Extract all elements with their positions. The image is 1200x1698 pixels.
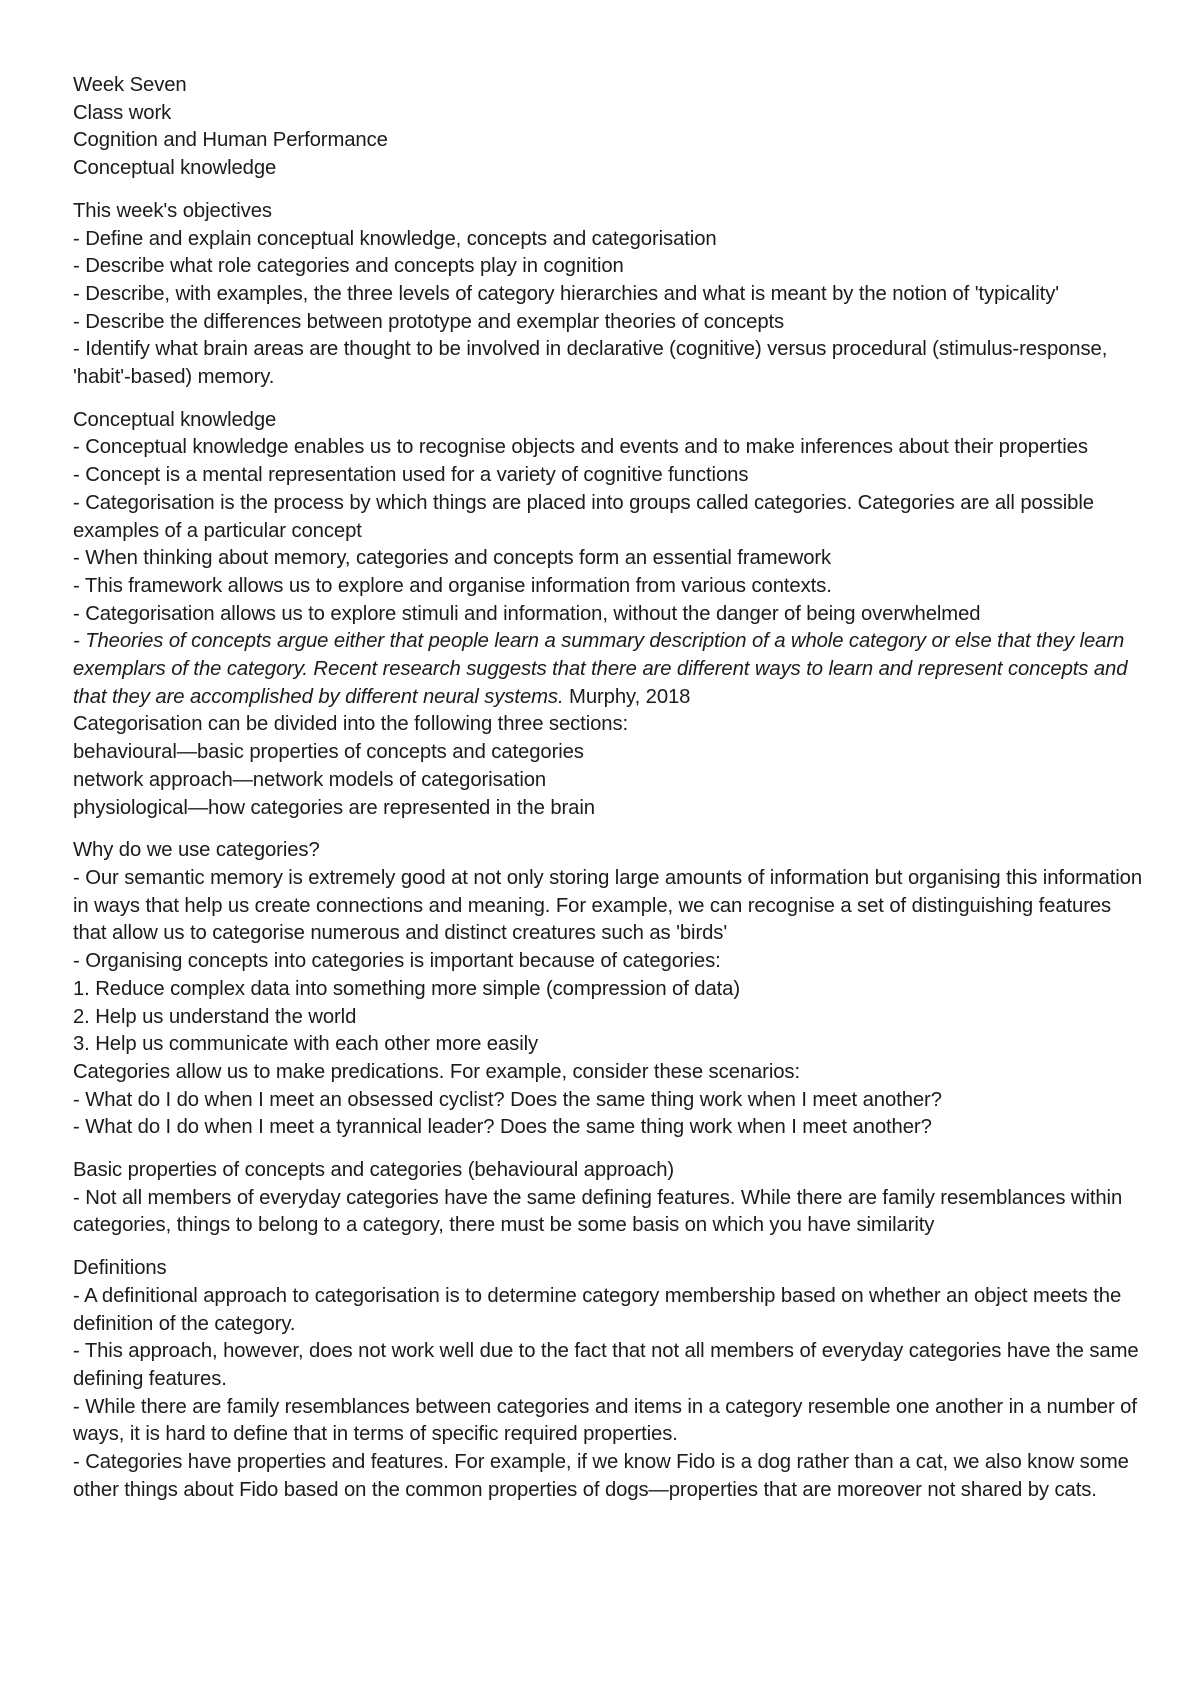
- objective-item: - Describe what role categories and concepts play in cognition: [73, 255, 624, 278]
- objectives-heading: This week's objectives: [73, 199, 272, 222]
- why-section: [73, 837, 1143, 1142]
- class-type-label: Class work: [73, 101, 172, 124]
- definitions-item: - A definitional approach to categorisation is to determine category membership based on whether an object meets the definition of the category.: [73, 1284, 1122, 1335]
- why-item: - What do I do when I meet a tyrannical leader? Does the same thing work when I meet another?: [73, 1116, 932, 1139]
- conceptual-section: [73, 407, 1143, 823]
- sections-intro: Categorisation can be divided into the following three sections:: [73, 713, 629, 736]
- spacer: [73, 1240, 1143, 1255]
- conceptual-heading: Conceptual knowledge: [73, 408, 277, 431]
- spacer: [73, 1142, 1143, 1157]
- section-item: behavioural—basic properties of concepts and categories: [73, 741, 584, 764]
- header-block: [73, 72, 1143, 183]
- basic-section: [73, 1157, 1143, 1240]
- spacer: [73, 183, 1143, 198]
- section-item: network approach—network models of categorisation: [73, 768, 547, 791]
- section-item: physiological—how categories are represented in the brain: [73, 796, 595, 819]
- objective-item: - Describe the differences between prototype and exemplar theories of concepts: [73, 310, 785, 333]
- objectives-section: [73, 198, 1143, 392]
- why-item: - Our semantic memory is extremely good at not only storing large amounts of information but organising this information in ways that help us create connections and meaning. For example, we can recognise a set of distinguishing features that allow us to categorise numerous and distinct creatures such as 'birds': [73, 866, 1143, 945]
- conceptual-item: - This framework allows us to explore and organise information from various contexts.: [73, 574, 832, 597]
- conceptual-item: - Concept is a mental representation used for a variety of cognitive functions: [73, 464, 749, 487]
- objective-item: - Define and explain conceptual knowledge, concepts and categorisation: [73, 227, 717, 250]
- document-body: [73, 72, 1143, 1504]
- basic-heading: Basic properties of concepts and categories (behavioural approach): [73, 1159, 675, 1182]
- conceptual-item: - Categorisation is the process by which things are placed into groups called categories. Categories are all possible examples of a particular concept: [73, 491, 1094, 542]
- why-item: - Organising concepts into categories is important because of categories:: [73, 950, 721, 973]
- conceptual-item: - Categorisation allows us to explore stimuli and information, without the danger of being overwhelmed: [73, 602, 981, 625]
- topic-title: Conceptual knowledge: [73, 157, 277, 180]
- course-title: Cognition and Human Performance: [73, 129, 388, 152]
- spacer: [73, 392, 1143, 407]
- definitions-heading: Definitions: [73, 1257, 167, 1280]
- why-item: 1. Reduce complex data into something more simple (compression of data): [73, 977, 741, 1000]
- why-heading: Why do we use categories?: [73, 839, 320, 862]
- objective-item: - Identify what brain areas are thought to be involved in declarative (cognitive) versus procedural (stimulus-response, 'habit'-based) memory.: [73, 338, 1108, 389]
- quote-text: - Theories of concepts argue either that people learn a summary description of a whole category or else that they learn exemplars of the category. Recent research suggests that there are different ways to learn and represent concepts and that they are accomplished by different neural systems.: [73, 630, 1128, 708]
- basic-item: - Not all members of everyday categories have the same defining features. While there are family resemblances within categories, things to belong to a category, there must be some basis on which you have similarity: [73, 1186, 1123, 1237]
- definitions-section: [73, 1255, 1143, 1504]
- why-item: - What do I do when I meet an obsessed cyclist? Does the same thing work when I meet another?: [73, 1088, 942, 1111]
- definitions-item: - While there are family resemblances between categories and items in a category resemble one another in a number of ways, it is hard to define that in terms of specific required properties.: [73, 1395, 1137, 1446]
- quote-paragraph: [73, 628, 1143, 711]
- spacer: [73, 822, 1143, 837]
- conceptual-item: - When thinking about memory, categories and concepts form an essential framework: [73, 547, 832, 570]
- quote-source: Murphy, 2018: [563, 685, 691, 708]
- why-item: Categories allow us to make predications. For example, consider these scenarios:: [73, 1060, 800, 1083]
- definitions-item: - Categories have properties and features. For example, if we know Fido is a dog rather than a cat, we also know some other things about Fido based on the common properties of dogs—properties that are moreover not shared by cats.: [73, 1451, 1129, 1501]
- week-label: Week Seven: [73, 74, 187, 96]
- why-item: 3. Help us communicate with each other more easily: [73, 1033, 539, 1056]
- why-item: 2. Help us understand the world: [73, 1005, 357, 1028]
- objective-item: - Describe, with examples, the three levels of category hierarchies and what is meant by the notion of 'typicality': [73, 282, 1060, 305]
- conceptual-item: - Conceptual knowledge enables us to recognise objects and events and to make inferences about their properties: [73, 436, 1088, 459]
- definitions-item: - This approach, however, does not work well due to the fact that not all members of everyday categories have the same defining features.: [73, 1340, 1139, 1390]
